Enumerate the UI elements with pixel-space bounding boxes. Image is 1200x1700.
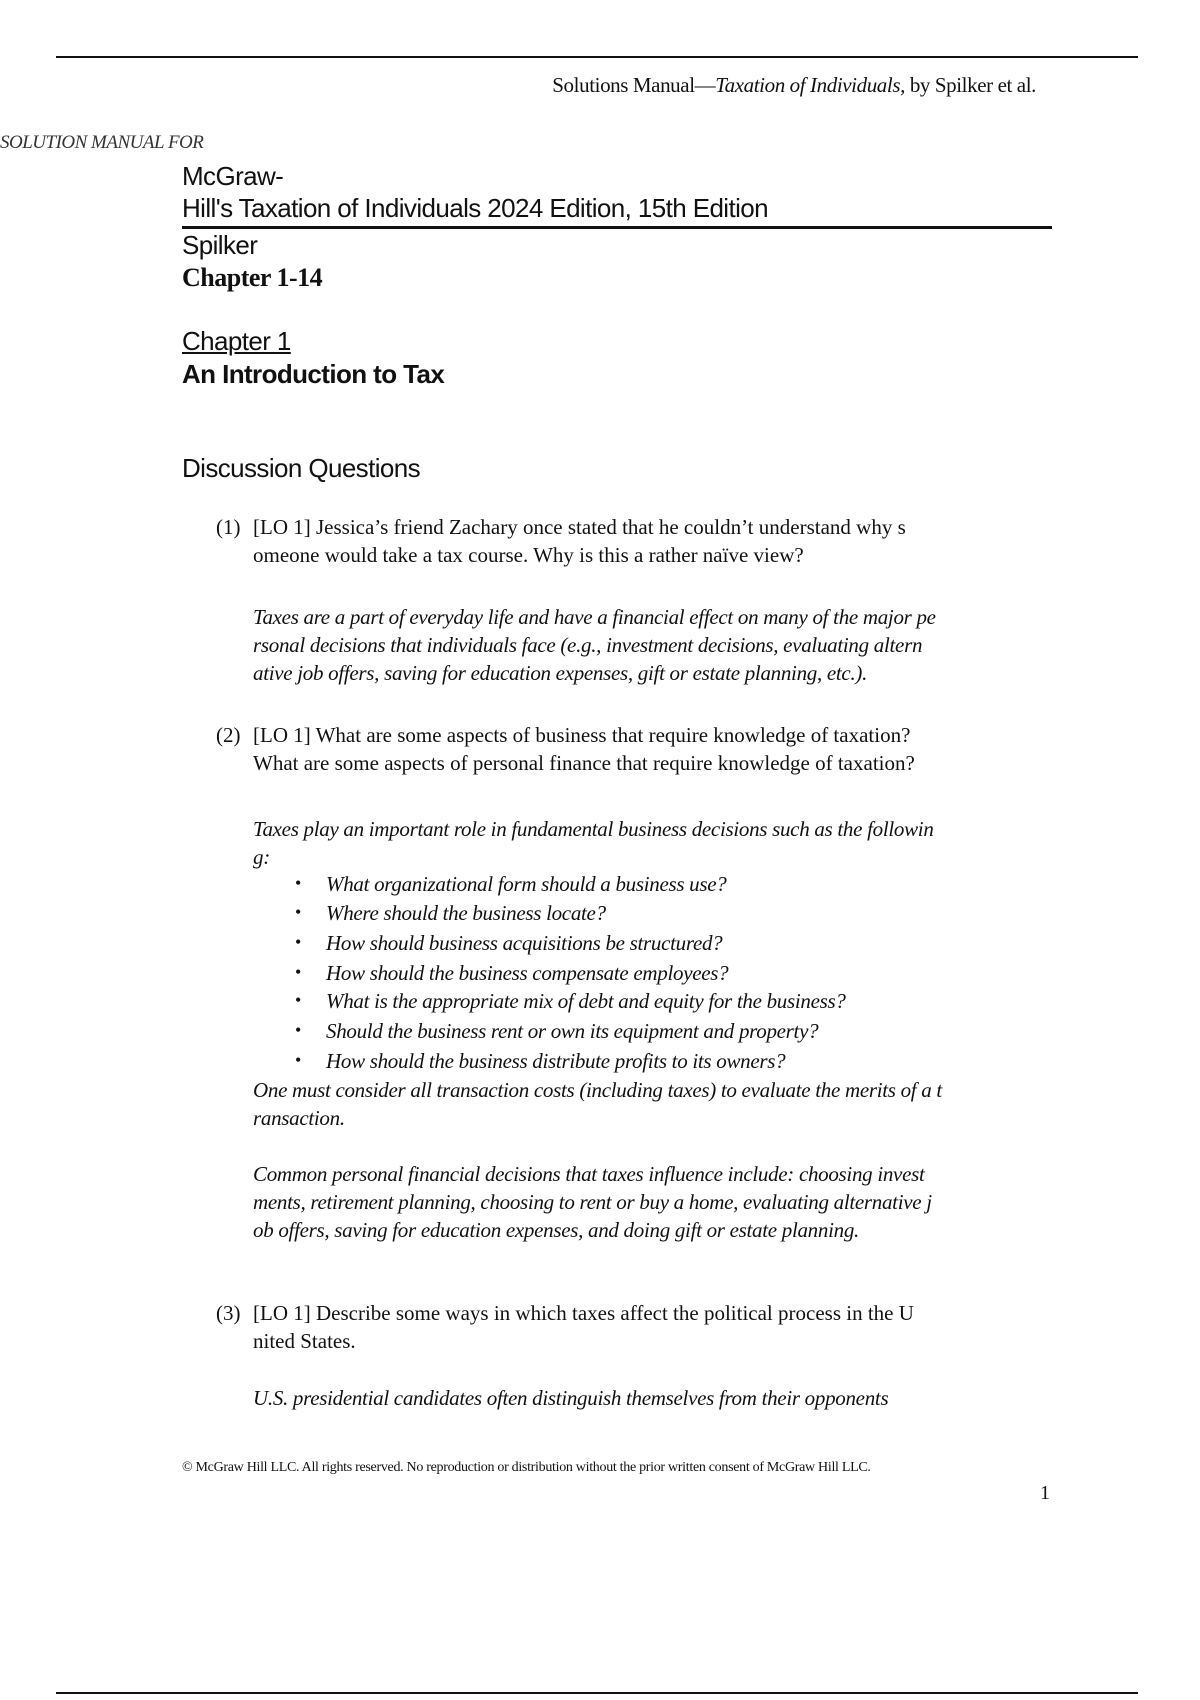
answer-line: U.S. presidential candidates often distinguish themselves from their opponents [253, 1386, 889, 1410]
question-3 [253, 1299, 914, 1355]
title-line-1: McGraw- [182, 161, 284, 191]
running-header [552, 73, 1036, 98]
bullet-item: Should the business rent or own its equipment and property? [326, 1019, 819, 1043]
answer-line: Taxes are a part of everyday life and have a financial effect on many of the major pe [253, 605, 936, 629]
answer-line: One must consider all transaction costs (including taxes) to evaluate the merits of a t [253, 1078, 942, 1102]
bullet-icon: • [295, 1020, 302, 1040]
bullet-icon: • [295, 1050, 302, 1070]
answer-line: Taxes play an important role in fundamental business decisions such as the followin [253, 817, 934, 841]
chapter-label: Chapter 1 [182, 326, 291, 356]
answer-line: ransaction. [253, 1106, 345, 1130]
bullet-icon: • [295, 990, 302, 1010]
author: Spilker [182, 230, 258, 260]
page-number: 1 [1040, 1482, 1050, 1504]
bullet-item: What organizational form should a business use? [326, 872, 727, 896]
question-line: [LO 1] What are some aspects of business that require knowledge of taxation? [253, 723, 911, 747]
answer-line: rsonal decisions that individuals face (e.g., investment decisions, evaluating altern [253, 633, 923, 657]
question-2 [253, 721, 915, 777]
answer-line: ments, retirement planning, choosing to rent or buy a home, evaluating alternative j [253, 1190, 932, 1214]
bullet-icon: • [295, 962, 302, 982]
header-suffix: by Spilker et al. [904, 73, 1036, 97]
question-3-number: (3) [216, 1301, 241, 1325]
answer-2-personal [253, 1160, 932, 1244]
question-1-number: (1) [216, 515, 241, 539]
question-line: What are some aspects of personal finance that require knowledge of taxation? [253, 751, 915, 775]
bullet-icon: • [295, 932, 302, 952]
section-heading: Discussion Questions [182, 453, 420, 483]
answer-line: ative job offers, saving for education expenses, gift or estate planning, etc.). [253, 661, 868, 685]
bullet-item: How should the business distribute profits to its owners? [326, 1049, 786, 1073]
bullet-item: What is the appropriate mix of debt and equity for the business? [326, 989, 846, 1013]
answer-2-conclusion [253, 1076, 942, 1132]
chapter-title: An Introduction to Tax [182, 359, 445, 389]
answer-3 [253, 1384, 888, 1412]
bullet-item: How should business acquisitions be structured? [326, 931, 723, 955]
title-rule [182, 226, 1052, 229]
answer-line: ob offers, saving for education expenses, and doing gift or estate planning. [253, 1218, 859, 1242]
bullet-icon: • [295, 902, 302, 922]
question-line: omeone would take a tax course. Why is this a rather naïve view? [253, 543, 804, 567]
question-1 [253, 513, 906, 569]
chapters-range: Chapter 1-14 [182, 263, 323, 292]
answer-2-intro [253, 815, 934, 871]
bullet-icon: • [295, 873, 302, 893]
title-line-2: Hill's Taxation of Individuals 2024 Edition, 15th Edition [182, 193, 769, 223]
header-book-title: Taxation of Individuals, [715, 73, 905, 97]
question-line: nited States. [253, 1329, 356, 1353]
watermark-text: SOLUTION MANUAL FOR [0, 132, 204, 153]
answer-line: Common personal financial decisions that taxes influence include: choosing invest [253, 1162, 925, 1186]
header-prefix: Solutions Manual— [552, 73, 716, 97]
copyright-footer: © McGraw Hill LLC. All rights reserved. No reproduction or distribution without the prior written consent of McGraw Hill LLC. [182, 1460, 871, 1475]
question-line: [LO 1] Describe some ways in which taxes affect the political process in the U [253, 1301, 914, 1325]
question-2-number: (2) [216, 723, 241, 747]
answer-1 [253, 603, 936, 687]
top-rule [56, 56, 1138, 58]
bullet-item: How should the business compensate employees? [326, 961, 729, 985]
question-line: [LO 1] Jessica’s friend Zachary once stated that he couldn’t understand why s [253, 515, 906, 539]
bullet-item: Where should the business locate? [326, 901, 606, 925]
answer-line: g: [253, 845, 270, 869]
bottom-rule [56, 1692, 1138, 1694]
